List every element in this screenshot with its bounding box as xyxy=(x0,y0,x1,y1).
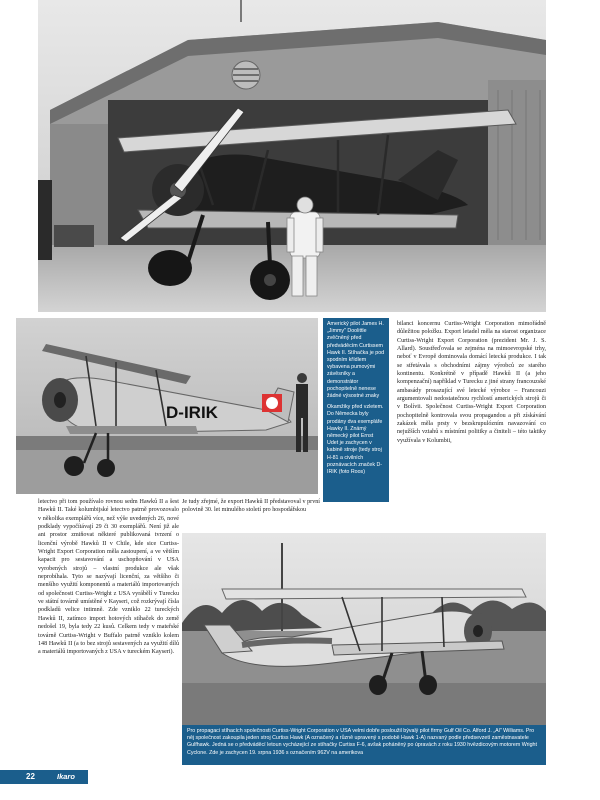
photo-hawk-hangar xyxy=(38,0,546,312)
caption-bottom-text: Pro propagaci stíhacích společnosti Curtiss-Wright Corporation v USA velmi dobře posloužil bývalý pilot firmy Gulf Oil Co. Alford J. „Al" Williams. Pro něj společnost zakoupila jeden stroj Curtiss Hawk (A označený a různě upravený s podobě Hawk 1-A) nazvaný podle předsevzetí zaměstnavatele Gulfhawk. Jedná se o předváděcí letoun vycházející ze stíhačky Curtiss F-6, avšak poháněný po úpravách z roku 1930 hvězdicovým motorem Wright Cyclone. Zde je zachycen 19. srpna 1936 s označením 962V na amerikova xyxy=(187,728,537,756)
magazine-name: Ikaro xyxy=(57,772,75,781)
paragraph-right: bilanci koncernu Curtiss-Wright Corporation mimořádně důležitou položku. Export letadel měla na starost organizace Curtiss-Wright Export Corporation (prezident Mr. J. S. Allard). Soustřeďovala se zejména na mimoevropské trhy, neboť v Evropě dominovala domácí letecká produkce. I tak se střetávala s obchodními zájmy výrobců ze starého kontinentu. Konkrétně v případě Hawků II (a jeho kompenzační) například v Turecku z jiné strany francouzské ambasády prosazující své letecké výrobce – Francouzi argumentovali nedostatečnou rychlostí amerických strojů či v Bolívii. Společnost Curtiss-Wright Export Corporation pochopitelně kontrovala svou propagandou a při získávání zakázek měla prsty v bezskrupulózním navazování co nejužších vztahů s místními politiky a činiteli – této taktiky využívala v Kolumbii, xyxy=(397,321,546,444)
caption-side-2: Okamžiky před vzletem. Do Německa byly prodány dva exempláře Hawky II. Známý německý pilot Ernst Udet je zachycen v kabině stroje (tedy stroj H-81 a civilních poznávacích značek D-IRIK (foto Roos) xyxy=(327,404,384,476)
page-number: 22 xyxy=(26,772,35,781)
paragraph-left: letectvo při tom používalo rovnou sedm Hawků II a šest Hawků II. Také kolumbijské letectvo patrně provozovalo v několika exemplářů více, než výše uvedených 26, nové podklady vypočítávají 29 či 30 exemplářů. Není již ale ani prostor zmiňovat některé publikovaná tvrzení o licenční výrobě Hawků II v Chile, kde sice Curtiss-Wright Export Corporation měla zastoupení, a ve větším kapacit pro sestavování a uschopňování v USA vyrobených strojů – vlastní produkce ale však neprobíhala. Tyto se nazývají licenční, za většího či menšího využití komponentů a materiálů importovaných od společnosti Curtiss-Wright z USA vyrábělí v Turecku ve státní továrně umístěné v Kayseri, což rozkrývají čísla podkladů velice intimně. Zde vzniklo 22 tureckých Hawků II, zatímco import hotových stíhaček do země nedošel 19, byla tedy 22 kusů. Celkem tedy v mateřské továrně Curtiss-Wright v Buffalo patrně vzniklo kolem 148 Hawků II (a to bez strojů sestavených za využití dílů a materiálů importovaných z USA v tureckém Kayseri). xyxy=(38,499,179,656)
caption-side-box xyxy=(323,318,389,502)
text-column-middle xyxy=(182,498,320,515)
caption-side-1: Americký pilot James H. „Jimmy" Doolittle zvěčněný před předváděcím Curtissem Hawk II. Stíhačka je pod spodním křídlem vybavena pumovými závěsníky a demonstrátor pochopitelně nenese žádné výsostné znaky xyxy=(327,321,385,400)
page-footer xyxy=(0,770,600,800)
text-column-right xyxy=(397,320,546,445)
paragraph-middle: Je tudy zřejmé, že export Hawků II představoval v první polovině 30. let minulého století pro hospodářskou xyxy=(182,499,320,514)
text-column-left xyxy=(38,498,179,657)
caption-bottom-box xyxy=(182,725,546,765)
photo-gulfhawk xyxy=(182,533,546,725)
photo-hawk-d-irik xyxy=(16,318,318,494)
registration-marking: D-IRIK xyxy=(166,403,218,422)
